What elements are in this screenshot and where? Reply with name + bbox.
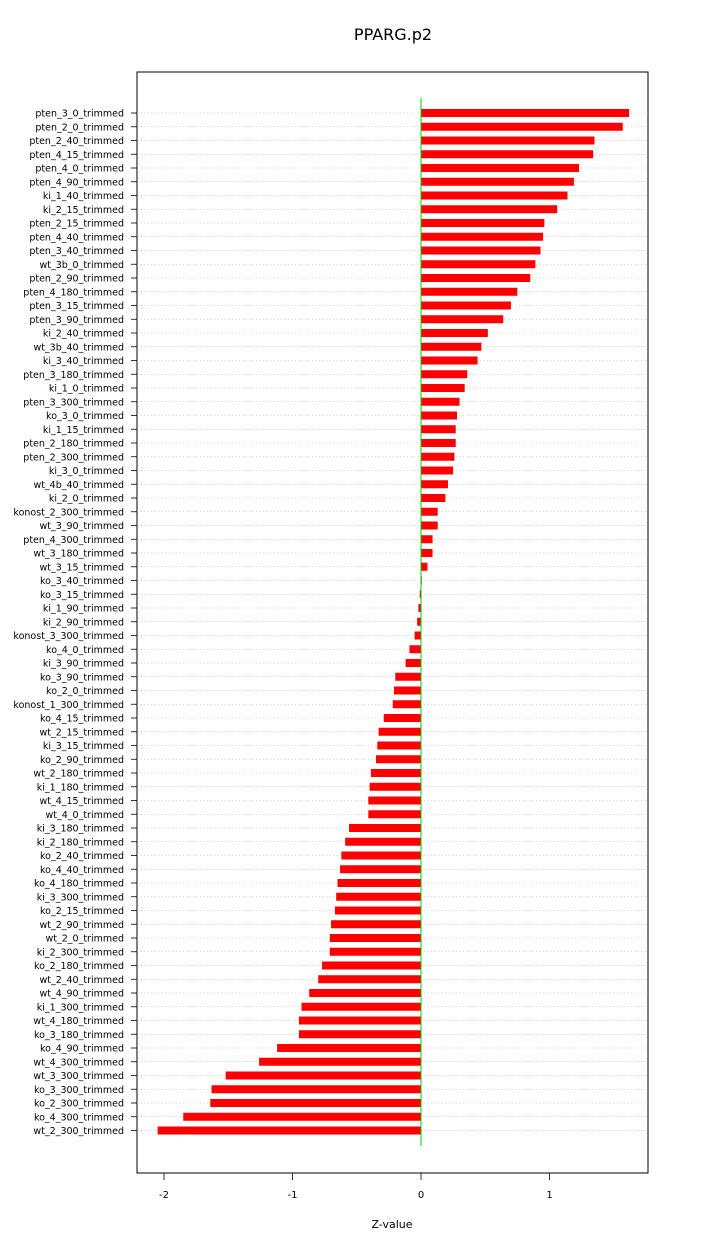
category-label: ko_3_15_trimmed — [39, 589, 124, 601]
bar-ko_2_40_trimmed — [341, 852, 421, 860]
category-label: ko_2_15_trimmed — [39, 906, 124, 917]
category-label: ko_4_15_trimmed — [39, 713, 124, 725]
bar-ko_2_15_trimmed — [335, 907, 421, 915]
category-label: ko_4_180_trimmed — [33, 878, 124, 890]
category-label: ko_2_40_trimmed — [39, 851, 124, 862]
bar-pten_4_180_trimmed — [421, 288, 517, 296]
category-label: wt_3b_0_trimmed — [39, 259, 124, 271]
bar-pten_2_90_trimmed — [421, 274, 530, 282]
bar-ko_4_90_trimmed — [277, 1044, 421, 1052]
category-label: ko_3_180_trimmed — [33, 1029, 124, 1041]
category-label: ki_1_90_trimmed — [42, 603, 124, 615]
x-tick-label: 1 — [546, 1190, 553, 1201]
category-label: pten_3_90_trimmed — [29, 314, 124, 326]
category-label: ko_4_90_trimmed — [39, 1043, 124, 1055]
bar-wt_2_90_trimmed — [331, 920, 421, 928]
category-label: ki_3_40_trimmed — [42, 356, 124, 367]
category-label: wt_4_15_trimmed — [39, 796, 124, 807]
bar-ki_1_300_trimmed — [301, 1003, 421, 1011]
bar-ko_2_0_trimmed — [394, 687, 421, 695]
category-label: ki_1_300_trimmed — [36, 1002, 124, 1014]
category-label: wt_4_300_trimmed — [33, 1057, 124, 1069]
bar-ki_3_40_trimmed — [421, 357, 478, 365]
category-labels — [13, 109, 137, 1138]
bar-pten_2_300_trimmed — [421, 453, 454, 461]
bar-konost_1_300_trimmed — [393, 700, 421, 708]
bar-pten_4_0_trimmed — [421, 164, 579, 172]
bar-pten_3_15_trimmed — [421, 302, 511, 310]
category-label: ko_4_40_trimmed — [39, 864, 124, 876]
bar-pten_3_90_trimmed — [421, 315, 503, 323]
category-label: ki_3_90_trimmed — [42, 658, 124, 670]
category-label: wt_2_90_trimmed — [39, 919, 124, 931]
bar-wt_2_0_trimmed — [330, 934, 421, 942]
bar-ki_2_180_trimmed — [345, 838, 421, 846]
category-label: ki_3_15_trimmed — [42, 741, 124, 752]
category-label: ki_2_40_trimmed — [42, 328, 124, 340]
category-label: ko_3_90_trimmed — [39, 672, 124, 684]
bar-wt_3_15_trimmed — [421, 563, 427, 571]
bar-ki_3_15_trimmed — [377, 742, 421, 750]
bar-pten_2_0_trimmed — [421, 123, 623, 131]
category-label: wt_2_180_trimmed — [33, 768, 124, 780]
category-label: wt_3_300_trimmed — [33, 1071, 124, 1082]
category-label: ki_1_15_trimmed — [42, 424, 124, 436]
bar-wt_2_300_trimmed — [158, 1127, 421, 1135]
category-label: ko_2_90_trimmed — [39, 754, 124, 766]
bar-wt_3b_40_trimmed — [421, 343, 481, 351]
x-tick-label: 0 — [417, 1190, 425, 1201]
bar-pten_4_90_trimmed — [421, 178, 574, 186]
category-label: pten_3_180_trimmed — [23, 369, 124, 381]
category-label: ki_2_180_trimmed — [36, 837, 124, 849]
category-label: pten_4_0_trimmed — [35, 163, 124, 175]
bar-wt_2_180_trimmed — [371, 769, 421, 777]
bar-pten_4_40_trimmed — [421, 233, 543, 241]
category-label: ko_2_300_trimmed — [33, 1098, 124, 1110]
category-label: pten_4_180_trimmed — [23, 287, 124, 299]
category-label: ko_4_0_trimmed — [46, 644, 124, 656]
category-label: wt_3_180_trimmed — [33, 548, 124, 560]
x-axis — [159, 1173, 553, 1201]
category-label: wt_2_15_trimmed — [39, 727, 124, 739]
bar-konost_2_300_trimmed — [421, 508, 438, 516]
category-label: pten_3_300_trimmed — [23, 397, 124, 409]
bar-ko_3_300_trimmed — [212, 1085, 421, 1093]
category-label: pten_2_0_trimmed — [35, 122, 124, 134]
bar-ko_4_15_trimmed — [384, 714, 421, 722]
bar-pten_4_15_trimmed — [421, 150, 593, 158]
bar-wt_3b_0_trimmed — [421, 260, 535, 268]
bar-ko_2_180_trimmed — [322, 962, 421, 970]
bar-wt_2_15_trimmed — [379, 728, 421, 736]
category-label: pten_2_15_trimmed — [29, 218, 124, 230]
category-label: ki_1_180_trimmed — [36, 782, 124, 794]
bar-wt_2_40_trimmed — [318, 975, 421, 983]
bar-ki_2_15_trimmed — [421, 205, 557, 213]
category-label: wt_2_300_trimmed — [33, 1126, 124, 1137]
category-label: ko_4_300_trimmed — [33, 1112, 124, 1124]
category-label: wt_4_180_trimmed — [33, 1016, 124, 1027]
bar-wt_4_0_trimmed — [368, 810, 421, 818]
category-label: pten_4_15_trimmed — [29, 149, 124, 161]
bar-pten_2_15_trimmed — [421, 219, 544, 227]
bar-wt_4_90_trimmed — [309, 989, 421, 997]
category-label: ki_3_300_trimmed — [36, 892, 124, 904]
category-label: wt_3b_40_trimmed — [33, 342, 124, 354]
category-label: wt_4_0_trimmed — [45, 809, 124, 821]
bar-wt_4_300_trimmed — [259, 1058, 421, 1066]
category-label: wt_4_90_trimmed — [39, 988, 124, 1000]
x-axis-title: Z-value — [371, 1218, 413, 1231]
bar-ko_4_180_trimmed — [337, 879, 421, 887]
x-tick-label: -2 — [159, 1190, 169, 1201]
bar-ko_3_180_trimmed — [299, 1030, 421, 1038]
category-label: ko_3_40_trimmed — [39, 576, 124, 587]
category-label: wt_2_40_trimmed — [39, 974, 124, 986]
bar-ki_1_0_trimmed — [421, 384, 465, 392]
bar-ko_2_90_trimmed — [376, 755, 421, 763]
category-label: ko_3_0_trimmed — [46, 411, 124, 422]
category-label: ki_1_0_trimmed — [48, 383, 124, 395]
category-label: pten_2_300_trimmed — [23, 452, 124, 464]
bar-ko_4_300_trimmed — [183, 1113, 421, 1121]
category-label: konost_1_300_trimmed — [13, 699, 124, 711]
bar-ko_3_0_trimmed — [421, 412, 457, 420]
category-label: ki_3_0_trimmed — [48, 466, 124, 477]
category-label: ki_2_15_trimmed — [42, 204, 124, 216]
category-label: ki_2_0_trimmed — [48, 493, 124, 505]
category-label: ko_2_0_trimmed — [46, 686, 124, 697]
bar-ki_1_180_trimmed — [370, 783, 421, 791]
category-label: ki_1_40_trimmed — [42, 191, 124, 202]
chart-title: PPARG.p2 — [353, 25, 433, 44]
category-label: ko_3_300_trimmed — [33, 1084, 124, 1096]
category-label: wt_2_0_trimmed — [45, 933, 124, 945]
bar-wt_4_180_trimmed — [299, 1017, 421, 1025]
bar-wt_4_15_trimmed — [368, 797, 421, 805]
category-label: wt_3_90_trimmed — [39, 521, 124, 532]
category-label: pten_4_90_trimmed — [29, 177, 124, 189]
bar-pten_2_40_trimmed — [421, 137, 594, 145]
bar-pten_3_180_trimmed — [421, 370, 467, 378]
category-label: pten_3_15_trimmed — [29, 301, 124, 312]
category-label: pten_4_300_trimmed — [23, 534, 124, 546]
bar-ki_3_0_trimmed — [421, 467, 453, 475]
bar-ki_2_300_trimmed — [330, 948, 421, 956]
bar-ki_3_180_trimmed — [349, 824, 421, 832]
category-label: pten_3_0_trimmed — [35, 108, 124, 120]
bar-ki_2_0_trimmed — [421, 494, 445, 502]
category-label: ki_2_300_trimmed — [36, 947, 124, 959]
x-tick-label: -1 — [287, 1190, 298, 1201]
bar-ki_1_40_trimmed — [421, 192, 567, 200]
category-label: konost_3_300_trimmed — [13, 631, 124, 642]
bar-ko_2_300_trimmed — [210, 1099, 421, 1107]
bar-wt_3_90_trimmed — [421, 522, 438, 530]
bar-pten_3_40_trimmed — [421, 247, 541, 255]
bar-ko_3_90_trimmed — [395, 673, 421, 681]
bar-pten_3_0_trimmed — [421, 109, 629, 117]
bar-ko_4_0_trimmed — [409, 645, 421, 653]
bar-wt_4b_40_trimmed — [421, 480, 448, 488]
category-label: ko_2_180_trimmed — [33, 961, 124, 972]
category-label: pten_2_40_trimmed — [29, 136, 124, 147]
category-label: ki_3_180_trimmed — [36, 823, 124, 835]
bar-wt_3_180_trimmed — [421, 549, 433, 557]
bar-ki_3_300_trimmed — [336, 893, 421, 901]
category-label: ki_2_90_trimmed — [42, 617, 124, 629]
category-label: wt_3_15_trimmed — [39, 562, 124, 574]
bar-ki_1_15_trimmed — [421, 425, 456, 433]
bar-pten_4_300_trimmed — [421, 535, 433, 543]
category-label: konost_2_300_trimmed — [13, 507, 124, 519]
category-label: pten_4_40_trimmed — [29, 232, 124, 244]
bar-wt_3_300_trimmed — [226, 1072, 421, 1080]
bar-konost_3_300_trimmed — [415, 632, 421, 640]
category-label: pten_2_90_trimmed — [29, 273, 124, 285]
category-label: pten_2_180_trimmed — [23, 438, 124, 450]
bar-pten_3_300_trimmed — [421, 398, 460, 406]
bar-ki_2_40_trimmed — [421, 329, 488, 337]
bar-ko_4_40_trimmed — [340, 865, 421, 873]
bar-ki_3_90_trimmed — [406, 659, 421, 667]
category-label: wt_4b_40_trimmed — [33, 479, 124, 491]
bar-pten_2_180_trimmed — [421, 439, 456, 447]
bar-ki_2_90_trimmed — [417, 618, 421, 626]
category-label: pten_3_40_trimmed — [29, 246, 124, 257]
